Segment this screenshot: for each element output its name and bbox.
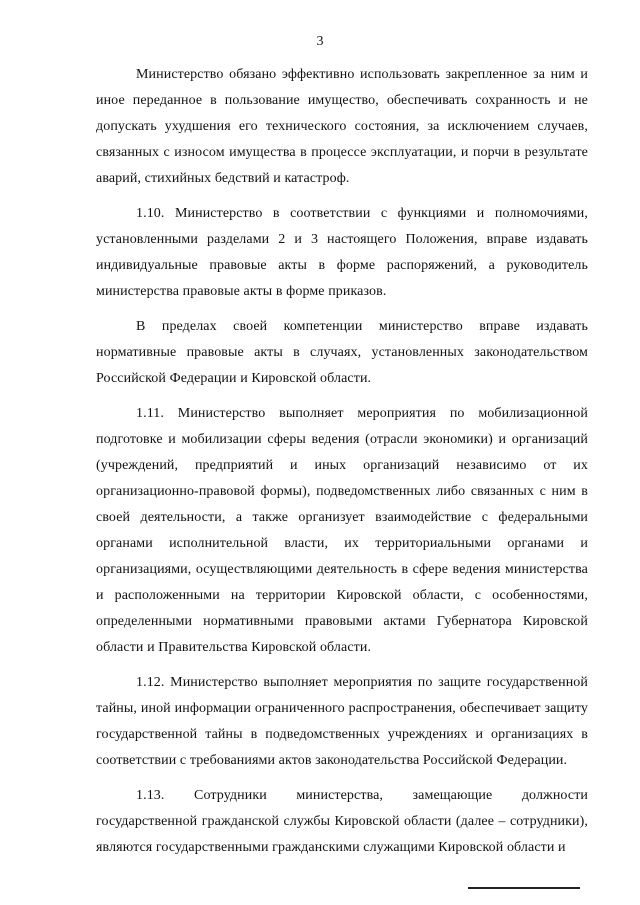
paragraph-1-10: 1.10. Министерство в соответствии с функциями и полномочиями, установленными разделами 2 и 3 настоящего Положения, вправе издавать индивидуальные правовые акты в форме распоряжений, а руководитель министерства правовые акты в форме приказов. — [96, 206, 588, 299]
paragraph-1-13: 1.13. Сотрудники министерства, замещающие должности государственной гражданской службы Кировской области (далее – сотрудники), являются государственными гражданскими служащими Кировской области и — [96, 788, 588, 855]
footer-rule — [468, 887, 580, 889]
paragraph-1-12: 1.12. Министерство выполняет мероприятия по защите государственной тайны, иной информации ограниченного распространения, обеспечивает защиту государственной тайны в подведомственных учреждениях и организациях в соответствии с требованиями актов законодательства Российской Федерации. — [96, 675, 588, 768]
paragraph-property-use: Министерство обязано эффективно использовать закрепленное за ним и иное переданное в пользование имущество, обеспечивать сохранность и не допускать ухудшения его технического состояния, за исключением случаев, связанных с износом имущества в процессе эксплуатации, и порчи в результате аварий, стихийных бедствий и катастроф. — [96, 67, 588, 186]
page-number: 3 — [316, 34, 324, 49]
paragraph-1-11: 1.11. Министерство выполняет мероприятия по мобилизационной подготовке и мобилизации сферы ведения (отрасли экономики) и организаций (учреждений, предприятий и иных организаций независимо от их организационно-правовой формы), подведомственных либо связанных с ним в своей деятельности, а также организует взаимодействие с федеральными органами исполнительной власти, их территориальными органами и организациями, осуществляющими деятельность в сфере ведения министерства и расположенными на территории Кировской области, с особенностями, определенными нормативными правовыми актами Губернатора Кировской области и Правительства Кировской области. — [96, 406, 588, 655]
document-body — [96, 62, 588, 870]
paragraph-normative-acts: В пределах своей компетенции министерство вправе издавать нормативные правовые акты в случаях, установленных законодательством Российской Федерации и Кировской области. — [96, 319, 588, 386]
